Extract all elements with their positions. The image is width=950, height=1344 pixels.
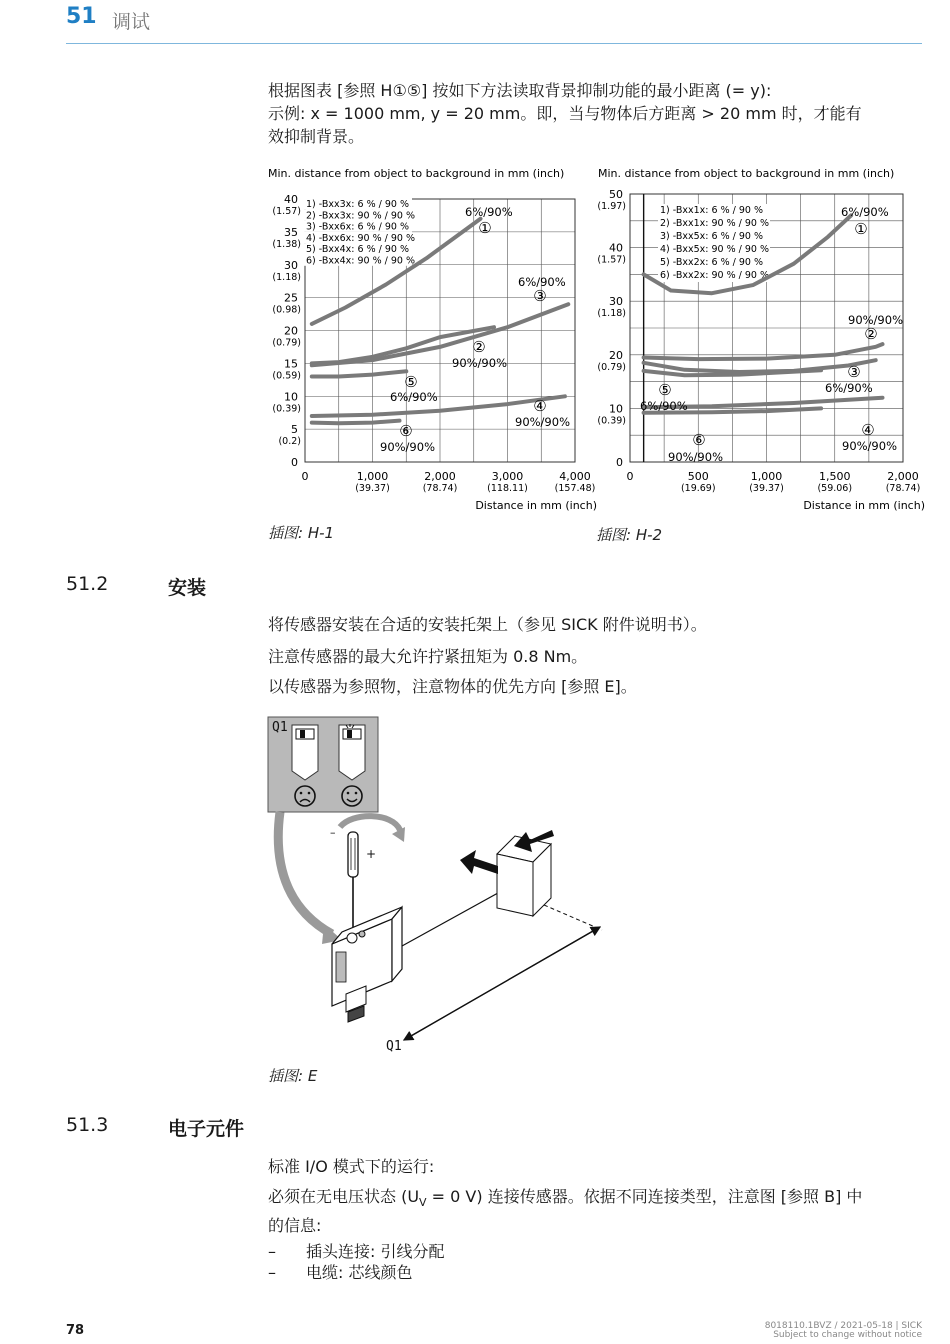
- intro-line-1: 根据图表 [参照 H①⑤] 按如下方法读取背景抑制功能的最小距离 (= y):: [268, 81, 772, 100]
- annotation-label: 6%/90%: [390, 390, 438, 404]
- chart-h1-svg: [262, 162, 597, 522]
- x-tick-sublabel: (39.37): [355, 483, 390, 494]
- install-paragraph-1: 将传感器安装在合适的安装托架上（参见 SICK 附件说明书）。: [268, 615, 707, 634]
- y-tick-label: 35: [284, 225, 298, 239]
- y-tick-sublabel: (0.59): [272, 370, 301, 382]
- y-tick-label: 0: [616, 456, 623, 469]
- chart-h2-svg: [592, 162, 927, 524]
- caption-h2: 插图: H-2: [596, 526, 663, 544]
- y-tick-label: 25: [284, 291, 298, 305]
- series-line: [312, 421, 400, 424]
- legend-entry: 2) -Bxx3x: 90 % / 90 %: [306, 210, 416, 222]
- y-tick-sublabel: (0.39): [597, 415, 626, 427]
- x-tick-label: 2,000: [887, 470, 919, 483]
- y-tick-sublabel: (0.39): [272, 403, 301, 415]
- sensor-housing: [332, 907, 402, 1022]
- legend-entry: 4) -Bxx6x: 90 % / 90 %: [306, 232, 416, 244]
- legend-entry: 6) -Bxx4x: 90 % / 90 %: [306, 255, 416, 267]
- x-tick-sublabel: (78.74): [885, 483, 921, 494]
- y-tick-sublabel: (1.97): [597, 201, 626, 212]
- annotation-marker: ①: [478, 219, 492, 237]
- x-tick-label: 4,000: [559, 470, 591, 483]
- figure-e: [262, 712, 622, 1066]
- section-number-3: 51.3: [66, 1114, 109, 1136]
- y-tick-sublabel: (0.79): [272, 337, 301, 349]
- caption-h1: 插图: H-1: [268, 524, 335, 542]
- y-tick-label: 10: [609, 402, 623, 416]
- list-item: – 插头连接: 引线分配: [268, 1242, 445, 1261]
- x-tick-sublabel: (118.11): [487, 483, 528, 494]
- x-tick-label: 500: [687, 470, 709, 483]
- x-tick-sublabel: (78.74): [422, 483, 458, 494]
- electronics-paragraph-1: 标准 I/O 模式下的运行:: [268, 1157, 435, 1176]
- x-tick-label: 1,000: [750, 470, 783, 483]
- y-tick-label: 15: [284, 357, 298, 371]
- electronics-paragraph-2: 必须在无电压状态 ($U_V = 0$ V) 连接传感器。依据不同连接类型，注意图 [参照 B] 中 的信息:: [268, 1187, 863, 1236]
- annotation-marker: ①: [854, 220, 868, 238]
- y-tick-label: 5: [291, 423, 298, 437]
- annotation-marker: ③: [847, 363, 861, 381]
- series-line: [312, 371, 407, 376]
- q1-label-bottom: Q1: [386, 1039, 402, 1054]
- annotation-marker: ③: [533, 287, 547, 305]
- x-tick-label: 0: [626, 470, 634, 483]
- intro-line-3: 效抑制背景。: [268, 127, 365, 146]
- y-tick-sublabel: (1.38): [272, 238, 301, 250]
- chapter-number: 51: [66, 4, 97, 29]
- grey-curved-arrow: [278, 812, 332, 934]
- chart-xlabel: Distance in mm (inch): [475, 499, 597, 512]
- annotation-marker: ②: [472, 338, 486, 356]
- y-tick-sublabel: (1.57): [272, 206, 301, 217]
- header-rule: [66, 43, 922, 44]
- x-tick-label: 3,000: [491, 470, 524, 483]
- series-line: [312, 396, 565, 416]
- footer-doc-id: 8018110.1BVZ / 2021-05-18 | SICK: [764, 1321, 922, 1331]
- annotation-marker: ⑤: [404, 373, 418, 391]
- y-tick-label: 20: [284, 324, 298, 338]
- annotation-label: 90%/90%: [842, 439, 897, 453]
- y-tick-label: 40: [284, 193, 298, 206]
- chart-h1: [262, 162, 597, 526]
- legend-entry: 6) -Bxx2x: 90 % / 90 %: [660, 270, 770, 281]
- chart-ylabel: Min. distance from object to background in mm (inch): [268, 167, 565, 180]
- y-tick-label: 20: [609, 348, 623, 362]
- x-tick-label: 1,000: [356, 470, 389, 483]
- chart-h2: [592, 162, 927, 528]
- annotation-marker: ④: [533, 397, 547, 415]
- y-tick-label: 30: [609, 295, 623, 309]
- x-tick-sublabel: (39.37): [749, 483, 784, 494]
- y-tick-label: 30: [284, 258, 298, 272]
- chart-xlabel: Distance in mm (inch): [803, 499, 925, 512]
- screwdriver-icon: [348, 832, 358, 927]
- annotation-label: 90%/90%: [515, 415, 570, 429]
- legend-entry: 3) -Bxx5x: 6 % / 90 %: [660, 231, 763, 242]
- section-number: 51.2: [66, 573, 109, 595]
- annotation-label: 6%/90%: [640, 399, 688, 413]
- annotation-marker: ⑥: [399, 422, 413, 440]
- annotation-label: 90%/90%: [848, 313, 903, 327]
- annotation-label: 90%/90%: [668, 450, 723, 464]
- annotation-label: 6%/90%: [825, 381, 873, 395]
- y-tick-sublabel: (1.57): [597, 254, 626, 266]
- x-tick-sublabel: (19.69): [680, 483, 716, 494]
- x-tick-label: 0: [301, 470, 309, 483]
- figure-e-illustration: [262, 712, 622, 1062]
- x-tick-sublabel: (59.06): [817, 483, 853, 494]
- plus-sign: +: [366, 847, 377, 861]
- y-tick-label: 10: [284, 390, 298, 404]
- y-tick-sublabel: (0.98): [272, 304, 301, 316]
- arrow-direction-icon: [460, 850, 498, 874]
- intro-paragraph: [268, 79, 918, 148]
- annotation-label: 90%/90%: [452, 356, 507, 370]
- legend-entry: 5) -Bxx4x: 6 % / 90 %: [306, 244, 409, 256]
- footer-notice: Subject to change without notice: [773, 1330, 922, 1340]
- intro-line-2: 示例: x = 1000 mm, y = 20 mm。即，当与物体后方距离 > 20 mm 时，才能有: [268, 104, 862, 123]
- annotation-marker: ⑥: [692, 431, 706, 449]
- caption-e: 插图: E: [268, 1067, 318, 1085]
- series-line: [644, 360, 876, 372]
- annotation-marker: ⑤: [658, 381, 672, 399]
- y-tick-label: 50: [609, 188, 623, 201]
- y-tick-sublabel: (0.79): [597, 361, 626, 373]
- annotation-label: 6%/90%: [518, 275, 566, 289]
- x-tick-label: 1,500: [819, 470, 851, 483]
- page-number: 78: [66, 1323, 85, 1338]
- list-item: – 电缆: 芯线颜色: [268, 1263, 413, 1282]
- series-line: [644, 344, 883, 359]
- install-paragraph-2: 注意传感器的最大允许拧紧扭矩为 0.8 Nm。: [268, 647, 588, 666]
- annotation-marker: ④: [861, 421, 875, 439]
- y-tick-sublabel: (1.18): [597, 308, 626, 320]
- legend-entry: 2) -Bxx1x: 90 % / 90 %: [660, 218, 770, 229]
- annotation-label: 6%/90%: [465, 205, 513, 219]
- x-tick-label: 2,000: [424, 470, 456, 483]
- y-tick-label: 0: [291, 456, 298, 469]
- legend-entry: 4) -Bxx5x: 90 % / 90 %: [660, 244, 770, 255]
- legend-entry: 1) -Bxx1x: 6 % / 90 %: [660, 205, 763, 216]
- y-tick-sublabel: (1.18): [272, 271, 301, 283]
- rotation-arrow-icon: [340, 816, 400, 830]
- legend-entry: 5) -Bxx2x: 6 % / 90 %: [660, 257, 763, 268]
- y-tick-label: 40: [609, 241, 623, 255]
- legend-entry: 1) -Bxx3x: 6 % / 90 %: [306, 199, 409, 210]
- chart-ylabel: Min. distance from object to background in mm (inch): [598, 167, 895, 180]
- minus-sign: –: [330, 826, 336, 839]
- section-title: 安装: [168, 577, 207, 599]
- annotation-label: 6%/90%: [841, 205, 889, 219]
- install-paragraph-3: 以传感器为参照物，注意物体的优先方向 [参照 E]。: [268, 677, 637, 696]
- section-title-3: 电子元件: [168, 1118, 245, 1140]
- annotation-label: 90%/90%: [380, 440, 435, 454]
- q1-label-top: Q1: [272, 720, 288, 735]
- legend-entry: 3) -Bxx6x: 6 % / 90 %: [306, 221, 409, 233]
- chapter-title: 调试: [112, 11, 151, 33]
- annotation-marker: ②: [864, 325, 878, 343]
- x-tick-sublabel: (157.48): [554, 483, 596, 494]
- y-tick-sublabel: (0.2): [278, 436, 301, 448]
